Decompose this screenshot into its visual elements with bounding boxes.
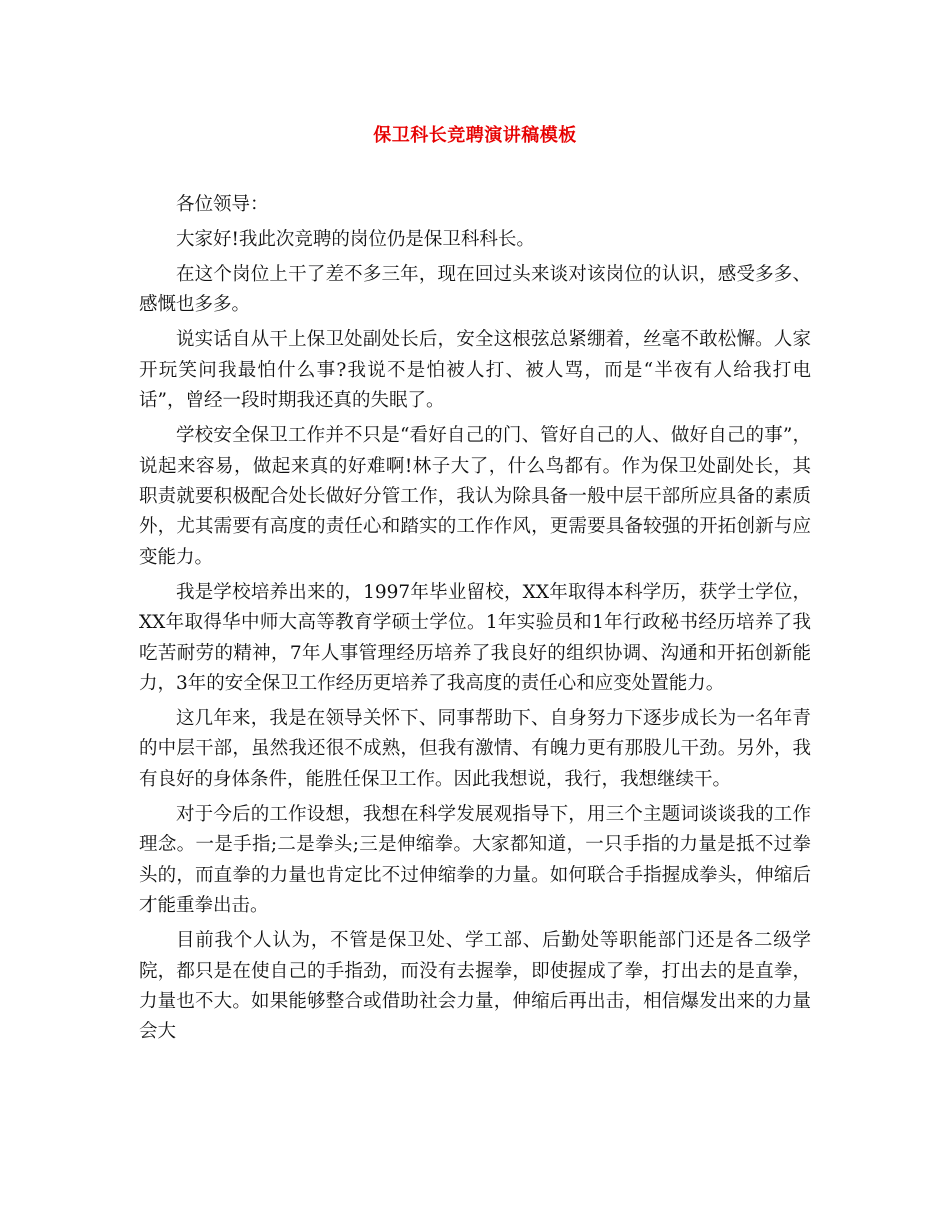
paragraph: 目前我个人认为，不管是保卫处、学工部、后勤处等职能部门还是各二级学院，都只是在使自己的手指劲，而没有去握拳，即使握成了拳，打出去的是直拳，力量也不大。如果能够整合或借助社会力量，伸缩后再出击，相信爆发出来的力量会大: [139, 930, 811, 1043]
paragraph: 这几年来，我是在领导关怀下、同事帮助下、自身努力下逐步成长为一名年青的中层干部，虽然我还很不成熟，但我有激情、有魄力更有那股儿干劲。另外，我有良好的身体条件，能胜任保卫工作。因此我想说，我行，我想继续干。: [139, 708, 811, 790]
paragraph: 我是学校培养出来的，1997年毕业留校，XX年取得本科学历，获学士学位，XX年取得华中师大高等教育学硕士学位。1年实验员和1年行政秘书经历培养了我吃苦耐劳的精神，7年人事管理经历培养了我良好的组织协调、沟通和开拓创新能力，3年的安全保卫工作经历更培养了我高度的责任心和应变处置能力。: [139, 581, 811, 695]
paragraph: 说实话自从干上保卫处副处长后，安全这根弦总紧绷着，丝毫不敢松懈。人家开玩笑问我最怕什么事?我说不是怕被人打、被人骂，而是“半夜有人给我打电话”，曾经一段时期我还真的失眠了。: [139, 329, 811, 412]
paragraph: 在这个岗位上干了差不多三年，现在回过头来谈对该岗位的认识，感受多多、感慨也多多。: [139, 264, 811, 316]
paragraph: 学校安全保卫工作并不只是“看好自己的门、管好自己的人、做好自己的事”，说起来容易，做起来真的好难啊!林子大了，什么鸟都有。作为保卫处副处长，其职责就要积极配合处长做好分管工作，我认为除具备一般中层干部所应具备的素质外，尤其需要有高度的责任心和踏实的工作作风，更需要具备较强的开拓创新与应变能力。: [139, 425, 811, 568]
paragraph: 对于今后的工作设想，我想在科学发展观指导下，用三个主题词谈谈我的工作理念。一是手指;二是拳头;三是伸缩拳。大家都知道，一只手指的力量是抵不过拳头的，而直拳的力量也肯定比不过伸缩拳的力量。如何联合手指握成拳头，伸缩后才能重拳出击。: [139, 803, 811, 917]
paragraph-greeting: 各位领导：: [176, 194, 269, 215]
document-title: 保卫科长竞聘演讲稿模板: [373, 125, 577, 146]
paragraph-intro: 大家好!我此次竞聘的岗位仍是保卫科科长。: [176, 229, 535, 250]
document-body: [139, 190, 811, 1052]
